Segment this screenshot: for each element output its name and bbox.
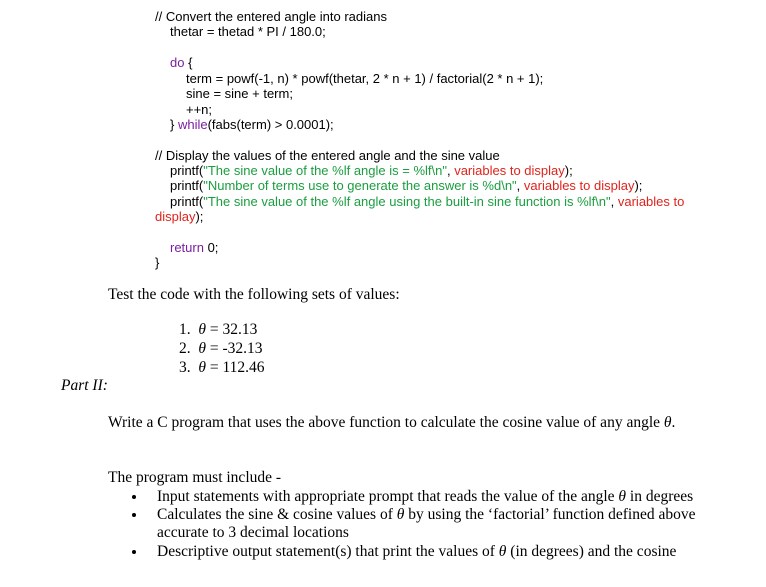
printf-format-string: "The sine value of the %lf angle is = %lf\n" (203, 163, 447, 178)
code-line-sine: sine = sine + term; (186, 86, 293, 101)
code-close-brace: } (170, 117, 178, 132)
code-printf-3 (170, 194, 684, 209)
while-condition: (fabs(term) > 0.0001); (207, 117, 334, 132)
printf-format-string: "The sine value of the %lf angle using the built-in sine function is %lf\n" (203, 194, 611, 209)
requirement-text-end: by using the ‘factorial’ function defined above (404, 506, 696, 523)
printf-comma: , (516, 178, 524, 193)
code-brace: { (184, 55, 193, 70)
code-printf-1 (170, 163, 573, 178)
requirement-item (157, 506, 696, 524)
printf-args: variables to display (454, 163, 565, 178)
requirement-item (157, 488, 693, 506)
test-heading: Test the code with the following sets of values: (108, 286, 400, 303)
bullet-icon (132, 495, 136, 499)
test-value-item (179, 321, 257, 339)
code-printf-2 (170, 178, 642, 193)
test-value: = 112.46 (206, 359, 265, 376)
printf-prefix: printf( (170, 178, 204, 193)
task-statement (108, 414, 675, 432)
printf-args: variables to display (523, 178, 635, 193)
printf-comma: , (446, 163, 455, 178)
requirement-item (157, 543, 676, 561)
return-value: 0; (203, 240, 219, 255)
printf-args-continued: display (155, 209, 196, 224)
code-line-increment: ++n; (186, 102, 213, 117)
theta-symbol: θ (198, 340, 206, 357)
theta-symbol: θ (198, 321, 206, 338)
keyword-do: do (170, 55, 185, 70)
code-comment-convert: // Convert the entered angle into radians (155, 9, 387, 24)
printf-comma: , (610, 194, 618, 209)
theta-symbol: θ (198, 359, 206, 376)
printf-prefix: printf( (170, 163, 204, 178)
requirement-text-end: (in degrees) and the cosine (506, 543, 677, 560)
requirement-text: Calculates the sine & cosine values of (157, 506, 397, 523)
code-line-thetar: thetar = thetad * PI / 180.0; (170, 24, 326, 39)
requirement-item-continued: accurate to 3 decimal locations (157, 524, 349, 541)
theta-symbol: θ (396, 506, 405, 523)
requirement-text: Input statements with appropriate prompt that reads the value of the angle (157, 488, 619, 505)
code-line-do (170, 55, 192, 70)
list-number: 1. (179, 321, 191, 338)
printf-format-string: "Number of terms use to generate the answer is %d\n" (203, 178, 517, 193)
part-label: Part II: (61, 377, 108, 394)
printf-suffix: ); (564, 163, 573, 178)
code-line-term: term = powf(-1, n) * powf(thetar, 2 * n + 1) / factorial(2 * n + 1); (186, 71, 544, 86)
list-number: 2. (179, 340, 191, 357)
code-function-close: } (155, 255, 160, 270)
theta-symbol: θ (498, 543, 507, 560)
requirement-text: Descriptive output statement(s) that print the values of (157, 543, 499, 560)
bullet-icon (132, 513, 136, 517)
printf-prefix: printf( (170, 194, 204, 209)
task-text: Write a C program that uses the above function to calculate the cosine value of any angle (108, 414, 664, 431)
test-value-item (179, 359, 265, 377)
code-line-while (170, 117, 334, 132)
task-text-end: . (671, 414, 676, 431)
requirement-text-end: in degrees (626, 488, 694, 505)
code-line-return (170, 240, 218, 255)
test-value-item (179, 340, 263, 358)
printf-args: variables to (617, 194, 685, 209)
bullet-icon (132, 550, 136, 554)
list-number: 3. (179, 359, 191, 376)
keyword-while: while (177, 117, 208, 132)
code-comment-display: // Display the values of the entered angle and the sine value (155, 148, 500, 163)
test-value: = 32.13 (206, 321, 258, 338)
requirements-heading: The program must include - (108, 469, 282, 486)
printf-suffix: ); (195, 209, 204, 224)
code-printf-3-continued (155, 209, 203, 224)
printf-suffix: ); (634, 178, 643, 193)
theta-symbol: θ (663, 414, 672, 431)
keyword-return: return (170, 240, 204, 255)
test-value: = -32.13 (206, 340, 263, 357)
theta-symbol: θ (618, 488, 627, 505)
